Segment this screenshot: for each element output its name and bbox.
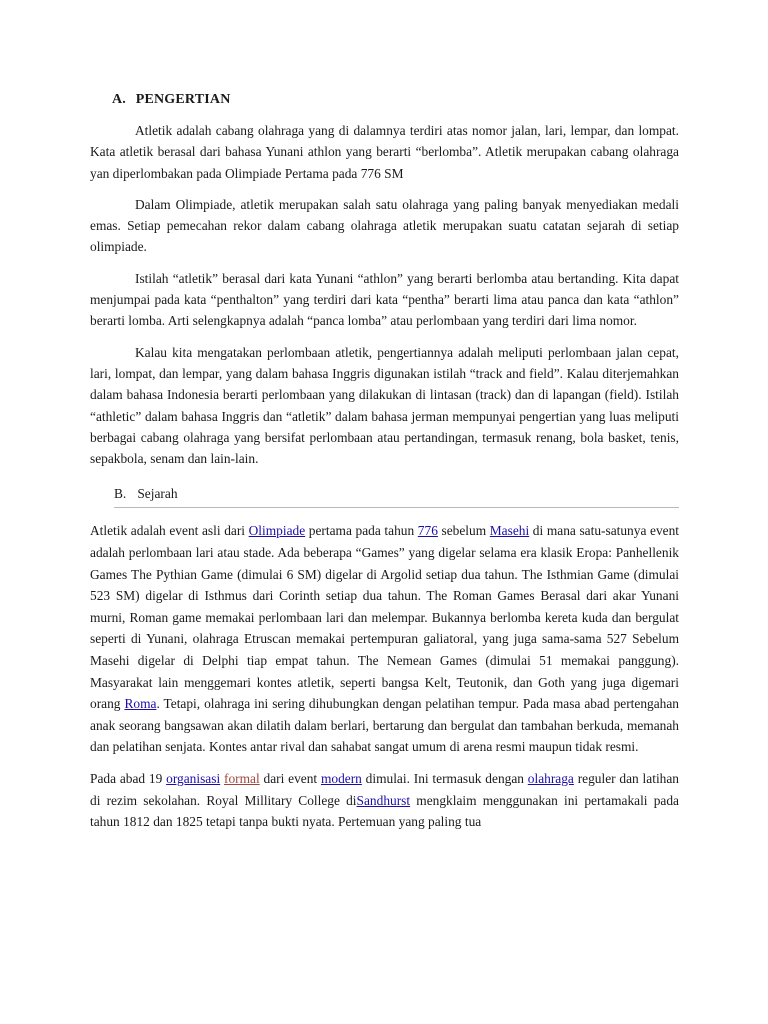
link-776[interactable]: 776	[417, 523, 438, 539]
text-run: Pada abad 19	[90, 770, 167, 786]
link-modern[interactable]: modern	[320, 770, 362, 786]
link-roma[interactable]: Roma	[124, 696, 157, 712]
section-a-paragraph-1: Atletik adalah cabang olahraga yang di dalamnya terdiri atas nomor jalan, lari, lempar, dan lompat. Kata atletik berasal dari bahasa Yunani athlon yang berarti “berlomba”. Atletik merupakan cabang olahraga yan diperlombakan pada Olimpiade Pertama pada 776 SM	[90, 123, 679, 181]
section-a-paragraph-4: Kalau kita mengatakan perlombaan atletik, pengertiannya adalah meliputi perlombaan jalan cepat, lari, lompat, dan lempar, yang dalam bahasa Inggris digunakan istilah “track and field”. Kalau diterjemahkan dalam bahasa Indonesia berarti perlombaan yang dilakukan di lintasan (track) dan di lapangan (field). Istilah “athletic” dalam bahasa Inggris dan “atletik” dalam bahasa jerman mempunyai pengertian yang luas meliputi berbagai cabang olahraga yang bersifat perlombaan atau pertandingan, termasuk renang, bola basket, tenis, sepakbola, senam dan lain-lain.	[90, 344, 679, 467]
section-b-paragraph-1	[90, 520, 679, 758]
section-b-paragraph-2	[90, 768, 679, 833]
link-sandhurst[interactable]: Sandhurst	[356, 792, 411, 808]
link-olahraga[interactable]: olahraga	[527, 770, 574, 786]
link-masehi[interactable]: Masehi	[489, 523, 530, 539]
text-run: di mana satu-satunya event adalah perlombaan lari atau stade. Ada beberapa “Games” yang digelar selama era klasik Eropa: Panhellenik Games The Pythian Game (dimulai 6 SM) digelar di Argolid setiap dua tahun. The Isthmian Game (dimulai 523 SM) digelar di Isthmus dari Corinth setiap dua tahun. The Roman Games Berasal dari akar Yunani murni, Roman game memakai perlombaan lari dan melempar. Bukannya berlomba kereta kuda dan bergulat seperti di Yunani, olahraga Etruscan memakai pertempuran galiatoral, yang juga sama-sama 527 Sebelum Masehi digelar di Delphi tiap empat tahun. The Nemean Games (dimulai 51 memakai panggung). Masyarakat lain menggemari kontes atletik, seperti bangsa Kelt, Teutonik, dan Goth yang juga digemari orang	[90, 523, 680, 712]
section-a-heading	[112, 92, 679, 108]
section-b-title: Sejarah	[137, 486, 178, 502]
section-b-number: B.	[114, 486, 127, 502]
section-b-heading	[114, 485, 679, 508]
section-a-number: A.	[112, 92, 127, 107]
text-run: mengklaim menggunakan ini pertamakali pada tahun 1812 dan 1825 tetapi tanpa bukti nyata. Pertemuan yang paling tua	[90, 792, 679, 830]
text-run: . Tetapi, olahraga ini sering dihubungkan dengan pelatihan tempur. Pada masa abad pertengahan anak seorang bangsawan akan dilatih dalam berlari, bertarung dan bergulat dan tambahan berkuda, memanah dan pelatihan senjata. Kontes antar rival dan sahabat sangat umum di arena resmi maupun tidak resmi.	[90, 696, 679, 755]
text-run: reguler dan latihan di rezim sekolahan. Royal Millitary College di	[90, 770, 680, 808]
link-organisasi[interactable]: organisasi	[166, 770, 221, 786]
link-olimpiade[interactable]: Olimpiade	[248, 523, 306, 539]
text-run: Atletik adalah event asli dari	[90, 523, 249, 539]
link-formal[interactable]: formal	[224, 770, 260, 786]
section-a-title: PENGERTIAN	[135, 92, 231, 107]
text-run: sebelum	[437, 523, 490, 539]
section-a-paragraph-2: Dalam Olimpiade, atletik merupakan salah satu olahraga yang paling banyak menyediakan medali emas. Setiap pemecahan rekor dalam cabang olahraga atletik merupakan suatu catatan sejarah di setiap olimpiade.	[90, 196, 679, 255]
section-b-body	[90, 520, 679, 832]
section-a-paragraph-3: Istilah “atletik” berasal dari kata Yunani “athlon” yang berarti berlomba atau bertanding. Kita dapat menjumpai pada kata “penthalton” yang terdiri dari kata “pentha” berarti lima atau panca dan kata “athlon” berarti lomba. Arti selengkapnya adalah “panca lomba” atau perlombaan yang terdiri dari lima nomor.	[90, 270, 679, 329]
text-run: dimulai. Ini termasuk dengan	[361, 770, 528, 786]
text-run: dari event	[259, 770, 321, 786]
text-run: pertama pada tahun	[305, 523, 418, 539]
